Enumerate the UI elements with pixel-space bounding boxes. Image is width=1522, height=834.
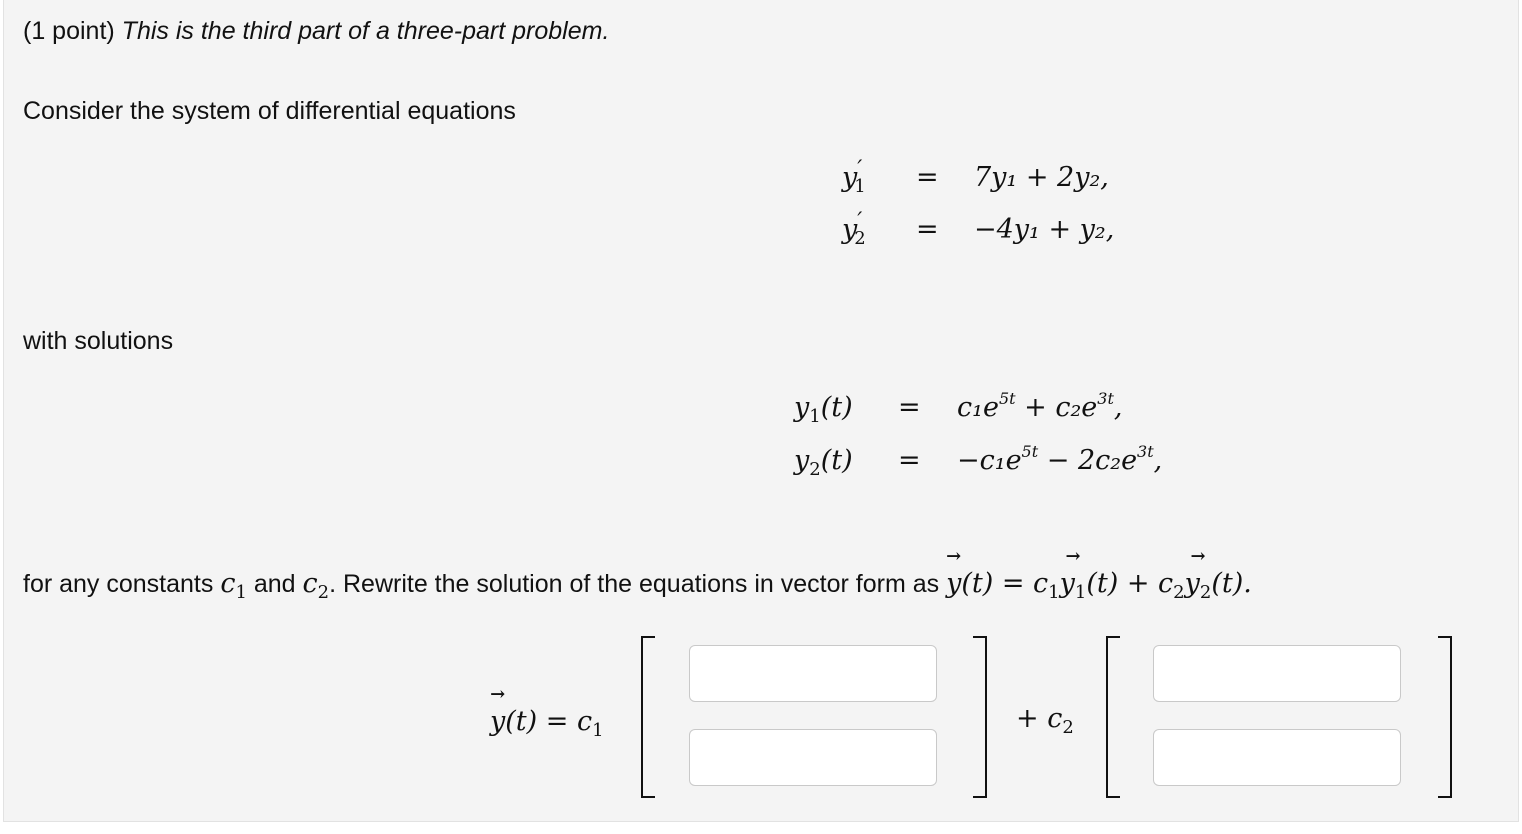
plus-c2: + $c_2$	[1016, 703, 1074, 738]
sol-rhs-1	[957, 389, 1123, 423]
problem-panel	[3, 0, 1519, 822]
vector-form-expression: y → $(t) = c_1y_1$ → $(t) + c_2y_2$ → (t).	[946, 546, 1252, 603]
for-any-text: for any constants	[23, 570, 221, 598]
consider-text: Consider the system of differential equations	[23, 97, 516, 125]
ode-eq-sign-1: =	[916, 162, 939, 193]
vector1-component1-input[interactable]	[689, 645, 937, 702]
sol-eq-sign-2: =	[898, 445, 921, 476]
sol1-term2: + c₂e	[1015, 392, 1098, 423]
left-bracket-2	[1106, 636, 1120, 798]
const-c2: $c_2$	[302, 568, 330, 603]
intro-text: This is the third part of a three-part problem.	[121, 17, 610, 45]
ode-rhs-2: −4y₁ + y₂,	[974, 214, 1115, 245]
right-bracket-1	[973, 636, 987, 798]
sol-rhs-2	[957, 442, 1163, 476]
ode-lhs-1: $y'_1$	[842, 157, 866, 197]
sol-lhs-2: $y_2(t)$	[794, 445, 853, 480]
sol-eq-sign-1: =	[898, 392, 921, 423]
sol2-end: ,	[1153, 445, 1163, 476]
const-c1: $c_1$	[220, 568, 247, 603]
sol1-exp1: 5t	[998, 389, 1016, 408]
answer-lhs: y → $(t) = c_1$	[490, 684, 604, 741]
rewrite-text: . Rewrite the solution of the equations in vector form as	[329, 570, 947, 598]
right-bracket-2	[1438, 636, 1452, 798]
vector2-component2-input[interactable]	[1153, 729, 1401, 786]
vector2-component1-input[interactable]	[1153, 645, 1401, 702]
ode-eq-sign-2: =	[916, 214, 939, 245]
sol2-exp1: 5t	[1021, 442, 1039, 461]
sol1-term1: c₁e	[957, 392, 999, 423]
vector1-component2-input[interactable]	[689, 729, 937, 786]
sol-lhs-1: $y_1(t)$	[794, 392, 853, 427]
problem-header	[23, 17, 609, 46]
points-label: (1 point)	[23, 17, 115, 45]
and-text: and	[246, 570, 303, 598]
sol1-exp2: 3t	[1097, 389, 1114, 408]
with-solutions-text: with solutions	[23, 327, 174, 355]
rewrite-sentence	[23, 546, 1252, 603]
ode-lhs-2: $y'_2$	[842, 209, 866, 249]
ode-rhs-1: 7y₁ + 2y₂,	[974, 162, 1109, 193]
sol2-exp2: 3t	[1137, 442, 1154, 461]
sol2-term2: − 2c₂e	[1038, 445, 1138, 476]
sol2-term1: −c₁e	[957, 445, 1022, 476]
left-bracket-1	[641, 636, 655, 798]
sol1-end: ,	[1113, 392, 1123, 423]
